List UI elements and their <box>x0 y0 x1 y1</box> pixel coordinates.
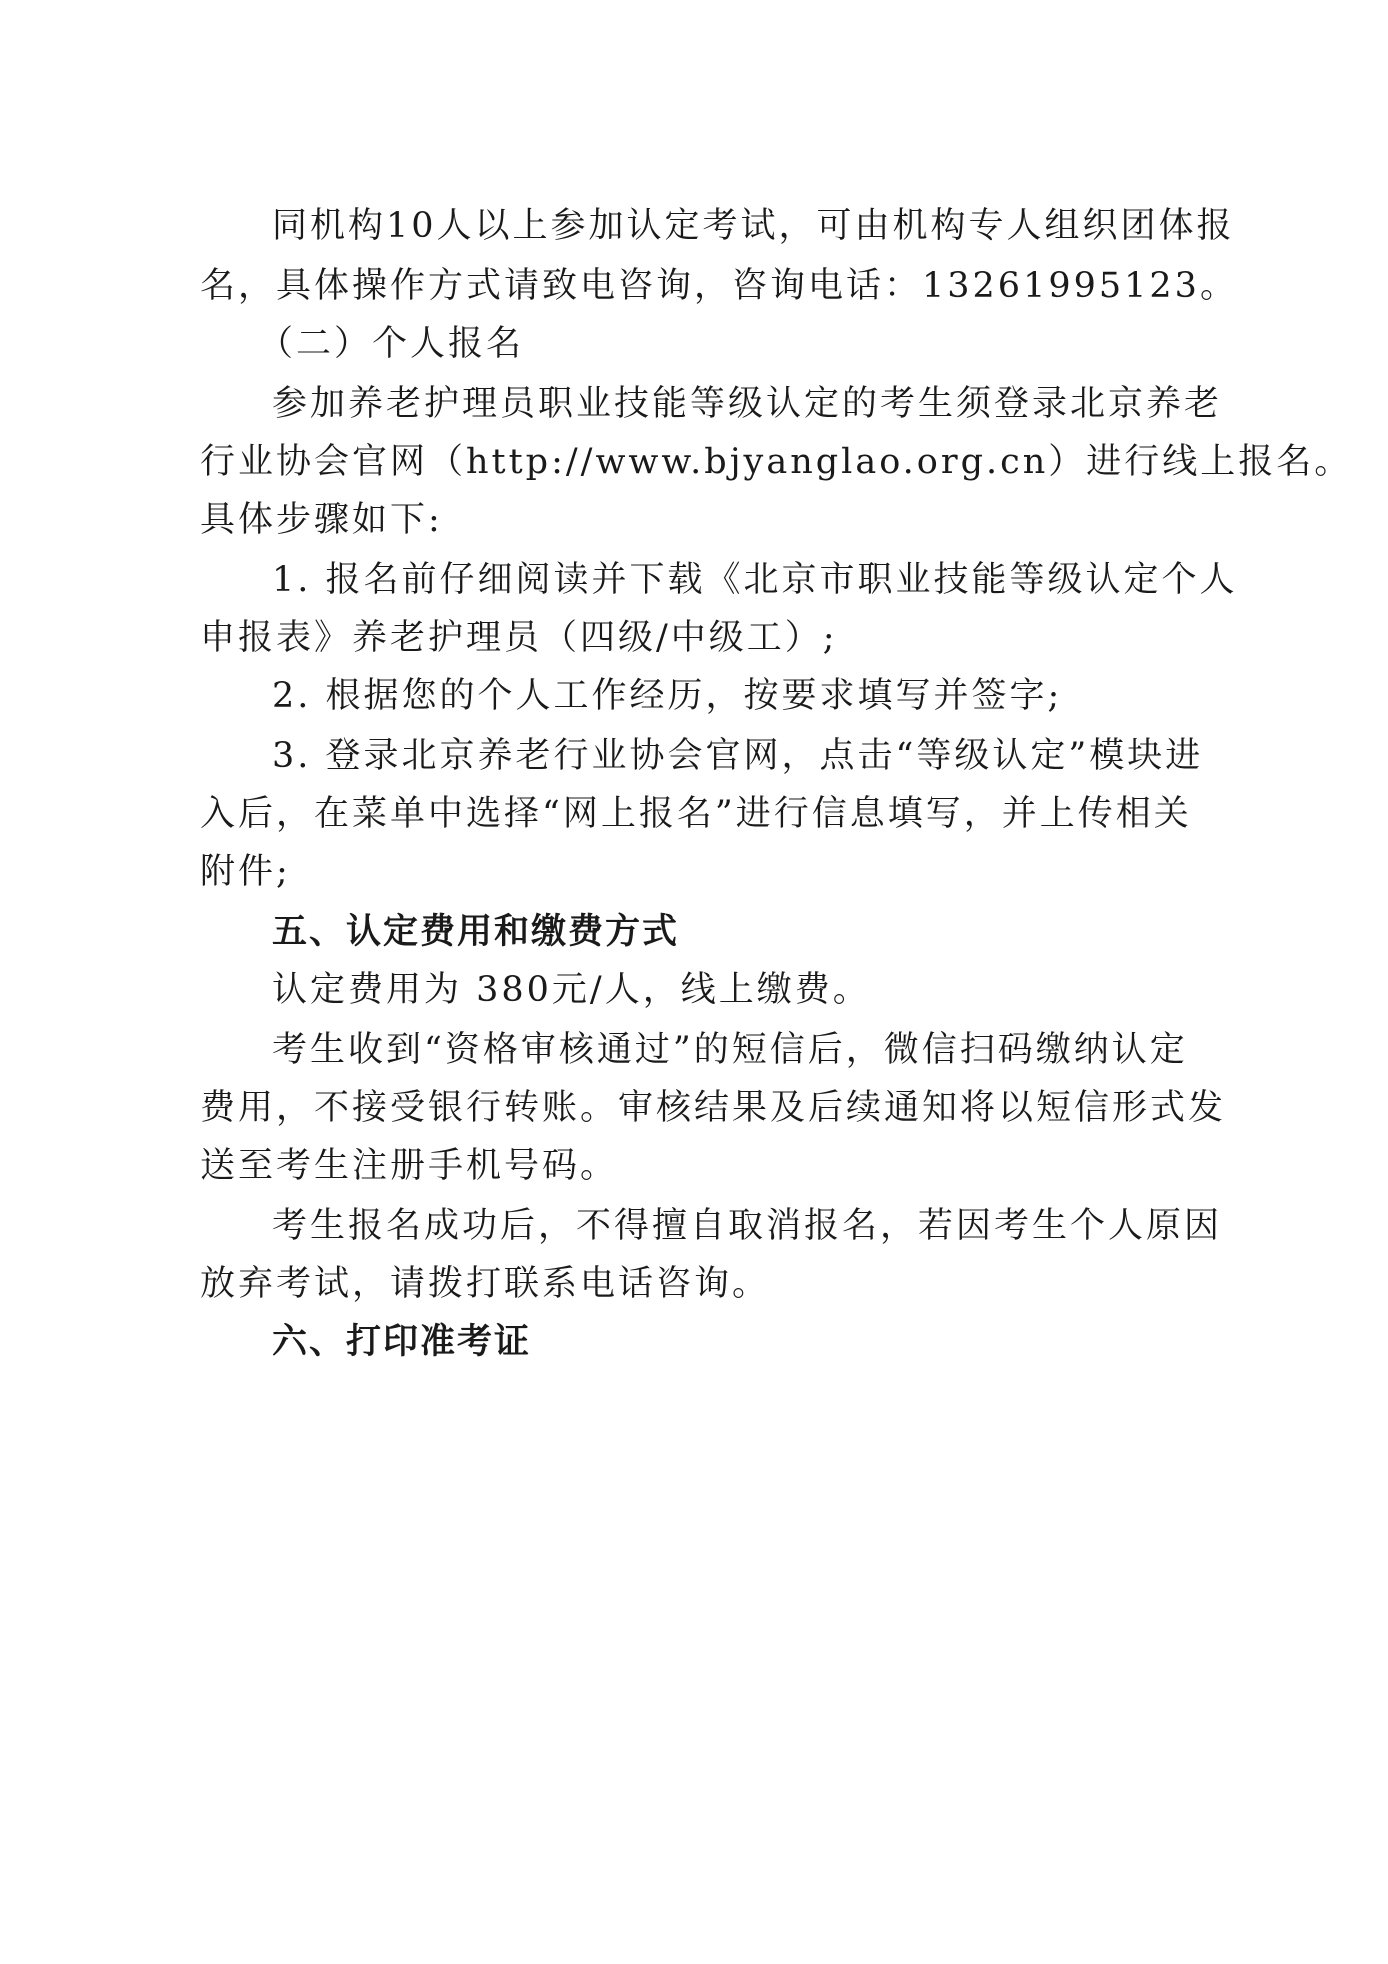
section-6-heading: 六、打印准考证 <box>272 1322 532 1362</box>
personal-signup-paragraph-line3: 具体步骤如下: <box>200 500 443 540</box>
personal-signup-paragraph-line2: 行业协会官网（http://www.bjyanglao.org.cn）进行线上报名。 <box>200 442 1353 482</box>
step-3-line3: 附件; <box>200 852 291 892</box>
step-2: 2. 根据您的个人工作经历，按要求填写并签字; <box>272 676 1063 716</box>
cancel-paragraph-line1: 考生报名成功后，不得擅自取消报名，若因考生个人原因 <box>272 1206 1223 1246</box>
step-3-line1: 3. 登录北京养老行业协会官网，点击“等级认定”模块进 <box>272 736 1204 776</box>
step-3-line2: 入后，在菜单中选择“网上报名”进行信息填写，并上传相关 <box>200 794 1192 834</box>
payment-paragraph-line2: 费用，不接受银行转账。审核结果及后续通知将以短信形式发 <box>200 1088 1227 1128</box>
personal-signup-paragraph-line1: 参加养老护理员职业技能等级认定的考生须登录北京养老 <box>272 384 1223 424</box>
cancel-paragraph-line2: 放弃考试，请拨打联系电话咨询。 <box>200 1264 771 1304</box>
fee-paragraph: 认定费用为 380元/人，线上缴费。 <box>272 970 871 1010</box>
step-1-line1: 1. 报名前仔细阅读并下载《北京市职业技能等级认定个人 <box>272 560 1238 600</box>
payment-paragraph-line3: 送至考生注册手机号码。 <box>200 1146 619 1186</box>
step-1-line2: 申报表》养老护理员（四级/中级工）; <box>200 618 838 658</box>
group-signup-paragraph-line1: 同机构10人以上参加认定考试，可由机构专人组织团体报 <box>272 206 1235 246</box>
group-signup-paragraph-line2: 名，具体操作方式请致电咨询，咨询电话：13261995123。 <box>200 266 1238 306</box>
personal-signup-heading: （二）个人报名 <box>258 324 525 364</box>
payment-paragraph-line1: 考生收到“资格审核通过”的短信后，微信扫码缴纳认定 <box>272 1030 1188 1070</box>
section-5-heading: 五、认定费用和缴费方式 <box>272 912 680 952</box>
